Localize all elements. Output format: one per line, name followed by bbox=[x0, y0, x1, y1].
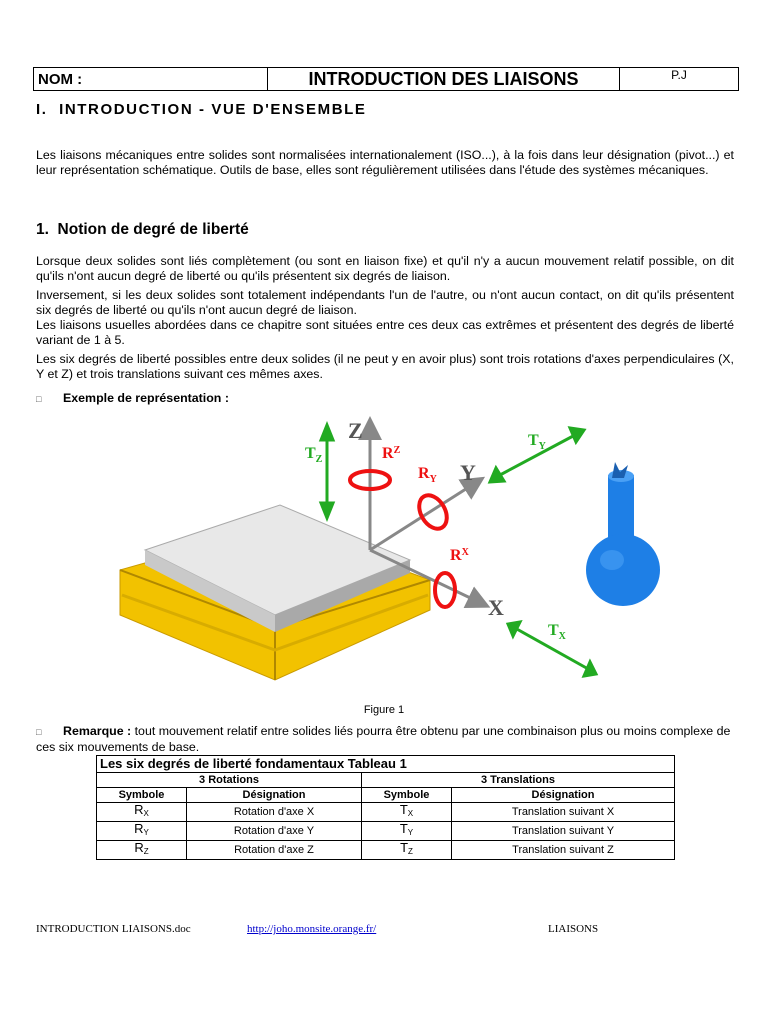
axis-y-label: Y bbox=[460, 460, 476, 485]
tx-sub: X bbox=[558, 631, 566, 642]
designation: Translation suivant Z bbox=[452, 841, 675, 860]
ry-sub: Y bbox=[429, 474, 437, 485]
axis-x-label: X bbox=[488, 595, 504, 620]
designation: Translation suivant X bbox=[452, 803, 675, 822]
paragraph-2: Inversement, si les deux solides sont totalement indépendants l'un de l'autre, ou n'ont aucun contact, on dit qu'ils présentent six degrés de liberté ou qu'ils n'ont aucun degré de liaison. bbox=[36, 288, 734, 317]
tz-label: T bbox=[305, 445, 316, 462]
bullet-icon: □ bbox=[36, 727, 42, 737]
footer-filename: INTRODUCTION LIAISONS.doc bbox=[36, 923, 191, 935]
dof-table bbox=[96, 755, 675, 860]
rz-label: R bbox=[382, 445, 394, 462]
subsection-title: 1. Notion de degré de liberté bbox=[36, 221, 249, 238]
symbol: R bbox=[134, 840, 144, 855]
symbol: T bbox=[399, 821, 408, 836]
group-translations: 3 Translations bbox=[362, 773, 675, 788]
symbol-sub: Z bbox=[143, 847, 149, 856]
symbol: T bbox=[400, 840, 409, 855]
symbol-sub: Y bbox=[143, 828, 149, 837]
table-caption: Les six degrés de liberté fondamentaux Tableau 1 bbox=[97, 756, 675, 773]
symbol-sub: Y bbox=[407, 828, 414, 837]
ry-label: R bbox=[418, 465, 430, 482]
blue-part bbox=[586, 462, 660, 606]
designation: Translation suivant Y bbox=[452, 822, 675, 841]
name-field-label: NOM : bbox=[34, 68, 268, 91]
ty-sub: Y bbox=[538, 441, 546, 452]
designation: Rotation d'axe Y bbox=[187, 822, 362, 841]
col-designation: Désignation bbox=[187, 788, 362, 803]
remark-text: tout mouvement relatif entre solides liés pourra être obtenu par une combinaison plus ou moins complexe de ces six mouvements de base. bbox=[36, 724, 731, 754]
symbol-sub: X bbox=[143, 809, 149, 818]
rx-label: R bbox=[450, 547, 462, 564]
symbol: R bbox=[134, 802, 144, 817]
symbol-sub: X bbox=[407, 809, 414, 818]
rx-sub: X bbox=[461, 547, 469, 558]
intro-paragraph: Les liaisons mécaniques entre solides sont normalisées internationalement (ISO...), à la fois dans leur désignation (pivot...) et leur représentation schématique. Outils de base, elles sont régulièrement utilisées dans l'étude des systèmes mécaniques. bbox=[36, 148, 734, 177]
svg-text:TZ bbox=[305, 445, 323, 465]
tz-sub: Z bbox=[315, 454, 323, 465]
group-rotations: 3 Rotations bbox=[97, 773, 362, 788]
author-initials: P.J bbox=[620, 68, 739, 91]
rz-sub: Z bbox=[393, 445, 401, 456]
remark-label: Remarque : bbox=[63, 724, 132, 738]
footer-link[interactable]: http://joho.monsite.orange.fr/ bbox=[247, 923, 377, 935]
axis-z-label: Z bbox=[348, 418, 363, 443]
designation: Rotation d'axe Z bbox=[187, 841, 362, 860]
paragraph-3: Les liaisons usuelles abordées dans ce chapitre sont situées entre ces deux cas extrêmes et présentent des degrés de liberté variant de 1 à 5. bbox=[36, 318, 734, 347]
svg-text:TY bbox=[528, 432, 547, 452]
document-title: INTRODUCTION DES LIAISONS bbox=[268, 68, 620, 91]
bullet-icon: □ bbox=[36, 394, 42, 404]
designation: Rotation d'axe X bbox=[187, 803, 362, 822]
symbol: R bbox=[134, 821, 144, 836]
table-row bbox=[97, 822, 675, 841]
tx-label: T bbox=[548, 622, 559, 639]
svg-text:RY bbox=[418, 465, 438, 485]
header-table bbox=[33, 67, 739, 91]
col-symbole: Symbole bbox=[97, 788, 187, 803]
symbol: T bbox=[399, 802, 408, 817]
symbol-sub: Z bbox=[408, 847, 413, 856]
figure-caption: Figure 1 bbox=[363, 704, 405, 716]
ty-label: T bbox=[528, 432, 539, 449]
col-designation: Désignation bbox=[452, 788, 675, 803]
svg-text:RZ bbox=[382, 445, 401, 462]
example-heading bbox=[36, 391, 229, 405]
svg-text:TX bbox=[548, 622, 567, 642]
table-row bbox=[97, 841, 675, 860]
paragraph-4: Les six degrés de liberté possibles entre deux solides (il ne peut y en avoir plus) sont trois rotations d'axes perpendiculaires (X, Y et Z) et trois translations suivant ces mêmes axes. bbox=[36, 352, 734, 381]
col-symbole: Symbole bbox=[362, 788, 452, 803]
example-label: Exemple de représentation : bbox=[63, 391, 229, 405]
figure-degrees-of-freedom bbox=[100, 410, 680, 695]
remark-paragraph bbox=[36, 724, 734, 754]
section-title: I. INTRODUCTION - VUE D'ENSEMBLE bbox=[36, 101, 367, 118]
footer-right: LIAISONS bbox=[548, 923, 599, 935]
table-row bbox=[97, 803, 675, 822]
paragraph-1: Lorsque deux solides sont liés complètement (ou sont en liaison fixe) et qu'il n'y a aucun mouvement relatif possible, on dit qu'ils n'ont aucun degré de liberté ou qu'ils présentent six degrés de liaison. bbox=[36, 254, 734, 283]
svg-text:RX bbox=[450, 547, 470, 564]
